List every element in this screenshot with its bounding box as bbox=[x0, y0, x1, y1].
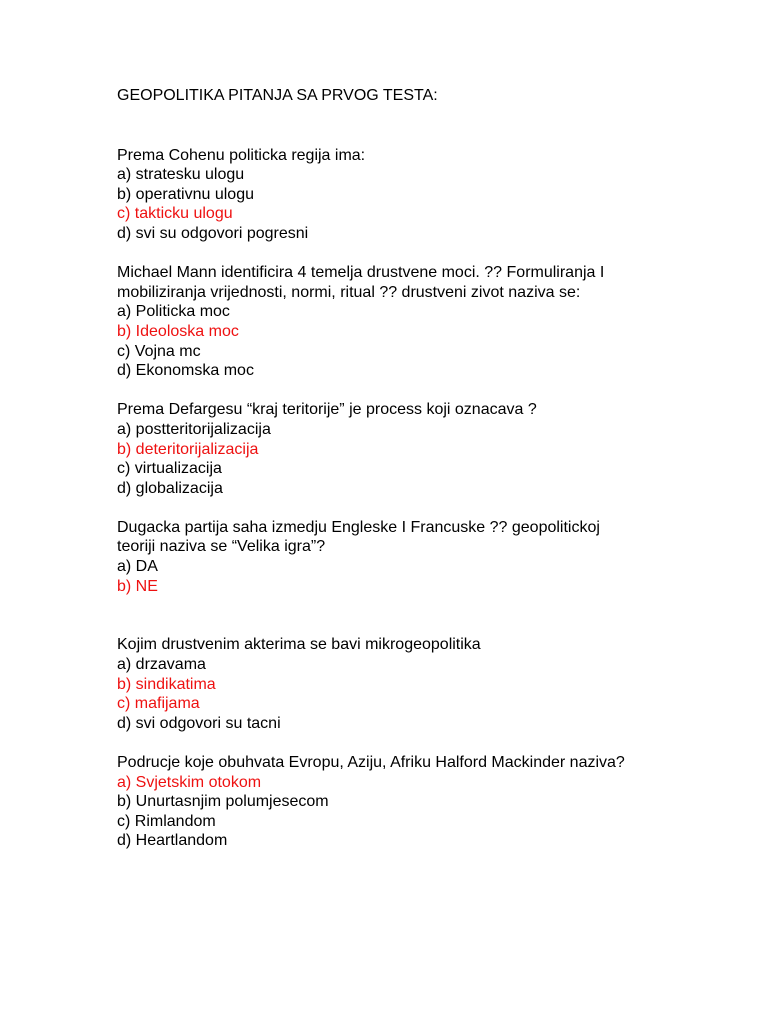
question-2 bbox=[117, 263, 637, 381]
question-5 bbox=[117, 635, 637, 733]
answer-option: c) virtualizacija bbox=[117, 460, 222, 478]
answer-option: a) drzavama bbox=[117, 656, 206, 674]
answer-options bbox=[117, 557, 637, 596]
question-text: Kojim drustvenim akterima se bavi mikrogeopolitika bbox=[117, 636, 481, 654]
spacer bbox=[117, 498, 637, 518]
answer-option: a) postteritorijalizacija bbox=[117, 420, 271, 438]
answer-options bbox=[117, 302, 637, 380]
answer-options bbox=[117, 420, 637, 498]
question-6 bbox=[117, 753, 637, 851]
spacer bbox=[117, 244, 637, 264]
correct-answer-option: c) takticku ulogu bbox=[117, 205, 233, 223]
correct-answer-option: a) Svjetskim otokom bbox=[117, 773, 262, 791]
question-text: Prema Cohenu politicka regija ima: bbox=[117, 146, 366, 164]
answer-option: a) stratesku ulogu bbox=[117, 166, 245, 184]
question-1 bbox=[117, 146, 637, 244]
answer-option: c) Rimlandom bbox=[117, 812, 216, 830]
question-text: Podrucje koje obuhvata Evropu, Aziju, Afriku Halford Mackinder naziva? bbox=[117, 754, 625, 771]
answer-options bbox=[117, 773, 637, 851]
question-text: Prema Defargesu “kraj teritorije” je process koji oznacava ? bbox=[117, 401, 537, 419]
document-page bbox=[117, 86, 637, 851]
answer-option: a) Politicka moc bbox=[117, 303, 230, 321]
spacer bbox=[117, 596, 637, 635]
document-title: GEOPOLITIKA PITANJA SA PRVOG TESTA: bbox=[117, 87, 438, 104]
answer-options bbox=[117, 165, 637, 243]
answer-option: d) Heartlandom bbox=[117, 832, 228, 850]
answer-option: d) Ekonomska moc bbox=[117, 362, 254, 380]
correct-answer-option: b) Ideoloska moc bbox=[117, 322, 239, 340]
answer-option: a) DA bbox=[117, 558, 158, 576]
correct-answer-option: b) deteritorijalizacija bbox=[117, 440, 259, 458]
spacer bbox=[117, 733, 637, 753]
answer-option: c) Vojna mc bbox=[117, 342, 201, 360]
correct-answer-option: c) mafijama bbox=[117, 695, 200, 713]
answer-option: d) globalizacija bbox=[117, 479, 223, 497]
spacer bbox=[117, 381, 637, 401]
question-4 bbox=[117, 518, 637, 596]
answer-option: d) svi su odgovori pogresni bbox=[117, 224, 309, 242]
correct-answer-option: b) NE bbox=[117, 577, 158, 595]
answer-option: b) operativnu ulogu bbox=[117, 185, 254, 203]
correct-answer-option: b) sindikatima bbox=[117, 675, 216, 693]
question-3 bbox=[117, 400, 637, 498]
question-text: Dugacka partija saha izmedju Engleske I Francuske ?? geopolitickoj teoriji naziva se “Velika igra”? bbox=[117, 518, 600, 556]
answer-option: b) Unurtasnjim polumjesecom bbox=[117, 793, 329, 811]
answer-option: d) svi odgovori su tacni bbox=[117, 714, 281, 732]
question-text: Michael Mann identificira 4 temelja drustvene moci. ?? Formuliranja I mobiliziranja vrijednosti, normi, ritual ?? drustveni zivot naziva se: bbox=[117, 264, 605, 301]
answer-options bbox=[117, 655, 637, 733]
